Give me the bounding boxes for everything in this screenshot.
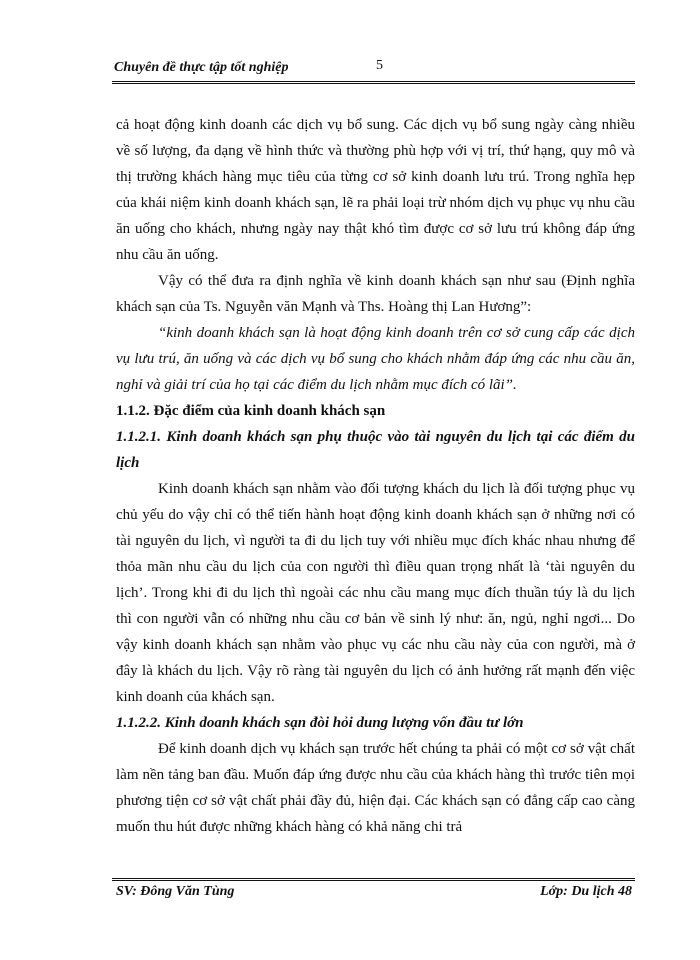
page-header (114, 60, 634, 80)
paragraph-3: Kinh doanh khách sạn nhằm vào đối tượng khách du lịch là đối tượng phục vụ chủ yếu do vậy chỉ có thể tiến hành hoạt động kinh doanh khách sạn ở những nơi có tài nguyên du lịch, vì người ta đi du lịch tuy với nhiều mục đích khác nhau nhưng để thỏa mãn nhu cầu du lịch của con người thì điều quan trọng nhất là ‘tài nguyên du lịch’. Trong khi đi du lịch thì ngoài các nhu cầu mang mục đích thuần túy là du lịch thì con người vẫn có những nhu cầu cơ bản về sinh lý như: ăn, ngủ, nghỉ ngơi... Do vậy kinh doanh khách sạn nhằm vào phục vụ các nhu cầu này của con người, mà ở đây là khách du lịch. Vậy rõ ràng tài nguyên du lịch có ảnh hưởng rất mạnh đến việc kinh doanh của khách sạn. (116, 481, 635, 705)
header-title: Chuyên đề thực tập tốt nghiệp (114, 60, 289, 75)
subsection-heading-2: 1.1.2.2. Kinh doanh khách sạn đòi hỏi dung lượng vốn đầu tư lớn (116, 715, 524, 731)
definition-quote: “kinh doanh khách sạn là hoạt động kinh doanh trên cơ sở cung cấp các dịch vụ lưu trú, ăn uống và các dịch vụ bổ sung cho khách nhằm đáp ứng các nhu cầu ăn, nghỉ và giải trí của họ tại các điểm du lịch nhằm mục đích có lãi”. (116, 325, 635, 393)
section-heading: 1.1.2. Đặc điểm của kinh doanh khách sạn (116, 403, 386, 419)
footer-divider (112, 878, 635, 881)
paragraph-4: Để kinh doanh dịch vụ khách sạn trước hết chúng ta phải có một cơ sở vật chất làm nền tảng ban đầu. Muốn đáp ứng được nhu cầu của khách hàng thì trước tiên mọi phương tiện cơ sở vật chất phải đầy đủ, hiện đại. Các khách sạn có đẳng cấp cao càng muốn thu hút được những khách hàng có khả năng chi trả (116, 741, 635, 835)
page-body (116, 112, 635, 840)
subsection-heading-1: 1.1.2.1. Kinh doanh khách sạn phụ thuộc vào tài nguyên du lịch tại các điểm du lịch (116, 429, 635, 471)
header-divider (112, 81, 635, 84)
page-number: 5 (376, 58, 383, 73)
paragraph-1: cả hoạt động kinh doanh các dịch vụ bổ sung. Các dịch vụ bổ sung ngày càng nhiều về số lượng, đa dạng về hình thức và thường phù hợp với vị trí, thứ hạng, quy mô và thị trường khách hàng mục tiêu của từng cơ sở kinh doanh lưu trú. Trong nghĩa hẹp của khái niệm kinh doanh khách sạn, lẽ ra phải loại trừ nhóm dịch vụ phục vụ nhu cầu ăn uống cho khách, nhưng ngày nay thật khó tìm được cơ sở lưu trú không đáp ứng nhu cầu ăn uống. (116, 117, 635, 263)
footer-student-name: SV: Đông Văn Tùng (116, 884, 235, 899)
paragraph-2: Vậy có thể đưa ra định nghĩa về kinh doanh khách sạn như sau (Định nghĩa khách sạn của Ts. Nguyễn văn Mạnh và Ths. Hoàng thị Lan Hương”: (116, 273, 635, 315)
footer-class: Lớp: Du lịch 48 (540, 884, 632, 899)
